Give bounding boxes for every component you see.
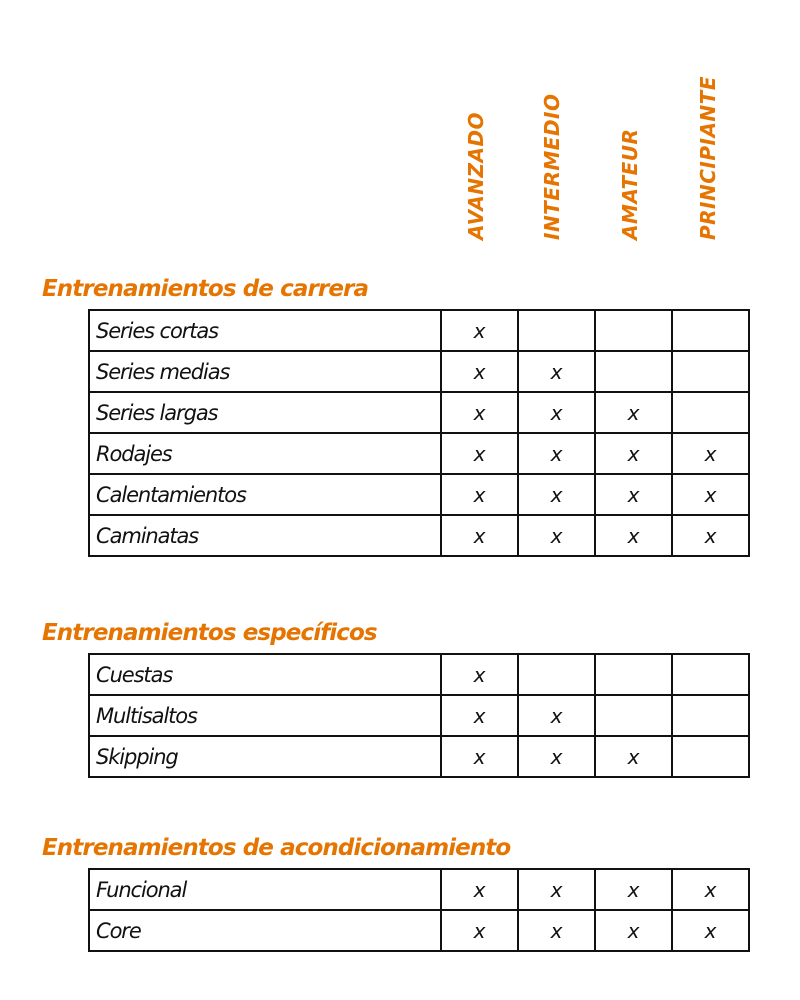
mark-intermedio: x — [518, 515, 595, 556]
table-row — [89, 392, 749, 433]
row-label: Funcional — [89, 869, 441, 910]
mark-avanzado: x — [441, 310, 518, 351]
mark-amateur: x — [595, 433, 672, 474]
mark-intermedio: x — [518, 736, 595, 777]
row-label: Core — [89, 910, 441, 951]
row-label: Skipping — [89, 736, 441, 777]
table-especificos — [88, 653, 750, 778]
table-row — [89, 910, 749, 951]
mark-principiante — [672, 736, 749, 777]
mark-avanzado: x — [441, 392, 518, 433]
section-title-especificos: Entrenamientos específicos — [42, 620, 377, 646]
mark-amateur: x — [595, 392, 672, 433]
row-label: Cuestas — [89, 654, 441, 695]
table-row — [89, 351, 749, 392]
table-row — [89, 736, 749, 777]
row-label: Series cortas — [89, 310, 441, 351]
mark-intermedio — [518, 310, 595, 351]
mark-intermedio: x — [518, 392, 595, 433]
mark-amateur: x — [595, 474, 672, 515]
row-label: Series medias — [89, 351, 441, 392]
mark-avanzado: x — [441, 433, 518, 474]
level-header-label: INTERMEDIO — [540, 93, 564, 240]
mark-principiante: x — [672, 515, 749, 556]
table-carrera — [88, 309, 750, 557]
mark-principiante — [672, 392, 749, 433]
mark-amateur — [595, 310, 672, 351]
mark-intermedio — [518, 654, 595, 695]
mark-avanzado: x — [441, 695, 518, 736]
mark-principiante — [672, 654, 749, 695]
row-label: Calentamientos — [89, 474, 441, 515]
mark-intermedio: x — [518, 695, 595, 736]
mark-avanzado: x — [441, 474, 518, 515]
mark-principiante — [672, 310, 749, 351]
mark-amateur — [595, 351, 672, 392]
level-header-principiante — [688, 0, 728, 260]
mark-avanzado: x — [441, 736, 518, 777]
mark-principiante: x — [672, 433, 749, 474]
mark-amateur: x — [595, 515, 672, 556]
table-row — [89, 695, 749, 736]
mark-amateur: x — [595, 910, 672, 951]
mark-amateur — [595, 695, 672, 736]
table-row — [89, 474, 749, 515]
table-row — [89, 515, 749, 556]
level-header-avanzado — [456, 0, 496, 260]
mark-avanzado: x — [441, 515, 518, 556]
mark-avanzado: x — [441, 654, 518, 695]
mark-intermedio: x — [518, 910, 595, 951]
mark-avanzado: x — [441, 869, 518, 910]
mark-amateur: x — [595, 869, 672, 910]
mark-principiante: x — [672, 474, 749, 515]
mark-principiante: x — [672, 869, 749, 910]
row-label: Multisaltos — [89, 695, 441, 736]
row-label: Series largas — [89, 392, 441, 433]
mark-principiante — [672, 695, 749, 736]
table-row — [89, 869, 749, 910]
level-header-intermedio — [532, 0, 572, 260]
table-row — [89, 654, 749, 695]
table-acondicionamiento — [88, 868, 750, 952]
mark-intermedio: x — [518, 433, 595, 474]
section-title-acondicionamiento: Entrenamientos de acondicionamiento — [42, 835, 511, 861]
mark-principiante — [672, 351, 749, 392]
mark-intermedio: x — [518, 351, 595, 392]
level-header-label: AVANZADO — [464, 111, 488, 240]
mark-avanzado: x — [441, 910, 518, 951]
table-row — [89, 310, 749, 351]
mark-principiante: x — [672, 910, 749, 951]
level-header-amateur — [610, 0, 650, 260]
row-label: Rodajes — [89, 433, 441, 474]
level-header-label: PRINCIPIANTE — [696, 76, 720, 240]
mark-avanzado: x — [441, 351, 518, 392]
table-row — [89, 433, 749, 474]
mark-amateur — [595, 654, 672, 695]
section-title-carrera: Entrenamientos de carrera — [42, 276, 369, 302]
row-label: Caminatas — [89, 515, 441, 556]
mark-intermedio: x — [518, 869, 595, 910]
mark-intermedio: x — [518, 474, 595, 515]
mark-amateur: x — [595, 736, 672, 777]
level-header-label: AMATEUR — [618, 128, 642, 240]
